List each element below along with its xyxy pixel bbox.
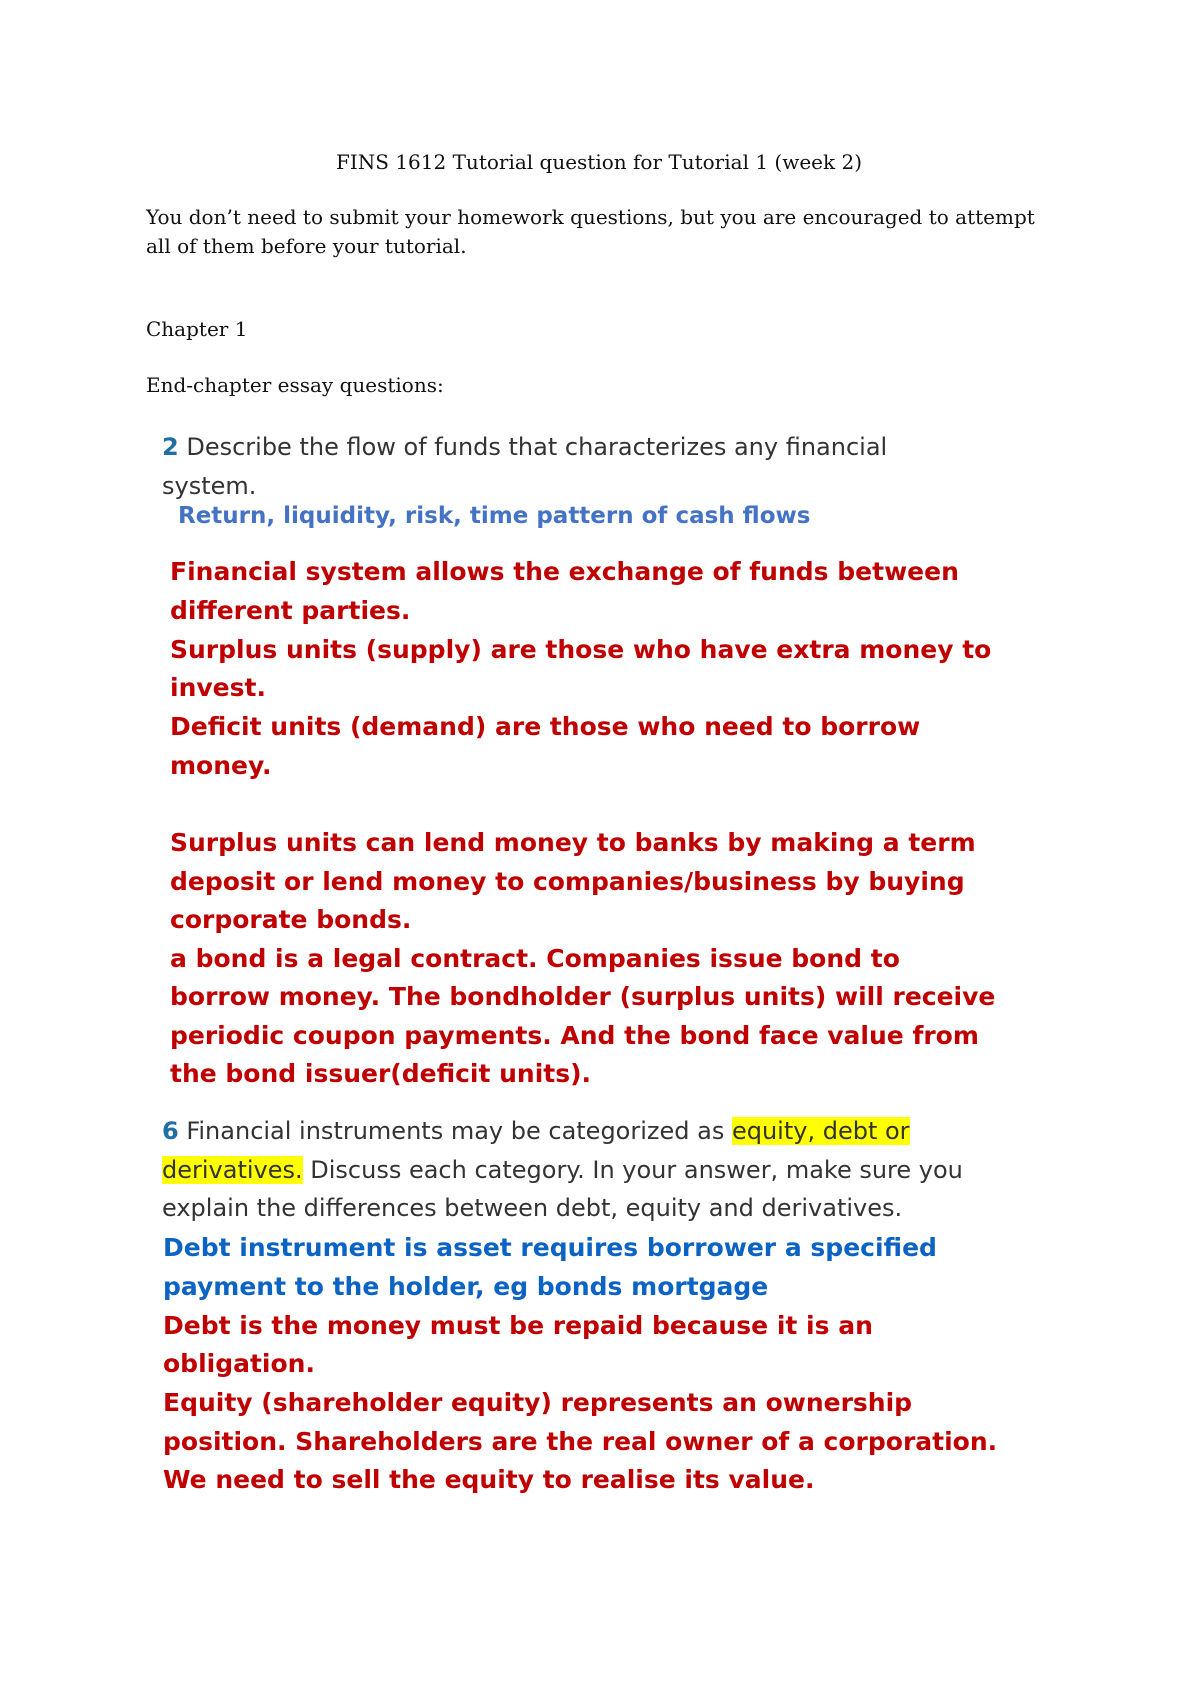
q2-answer-line: borrow money. The bondholder (surplus units) will receive [170, 982, 996, 1011]
q2-answer-line: a bond is a legal contract. Companies issue bond to [170, 944, 900, 973]
q2-answer-line: Financial system allows the exchange of funds between [170, 557, 959, 586]
q2-answer-line: different parties. [170, 596, 411, 625]
q2-answer-line: Deficit units (demand) are those who need to borrow [170, 712, 921, 741]
question-6-number: 6 [162, 1117, 179, 1145]
highlighted-text: derivatives. [162, 1156, 303, 1184]
question-2-hint: Return, liquidity, risk, time pattern of cash flows [178, 503, 811, 529]
question-6-text: Financial instruments may be categorized as [178, 1117, 732, 1145]
q2-answer-line: Surplus units (supply) are those who have extra money to [170, 635, 992, 664]
question-2-line-2: system. [162, 472, 257, 500]
question-2-number: 2 [162, 433, 179, 461]
q6-red-answer-line: obligation. [163, 1349, 315, 1378]
q6-red-answer-line: We need to sell the equity to realise its value. [163, 1465, 815, 1494]
q6-red-answer-line: Debt is the money must be repaid because it is an [163, 1311, 873, 1340]
page-title: FINS 1612 Tutorial question for Tutorial 1 (week 2) [336, 150, 862, 174]
q2-answer-line: periodic coupon payments. And the bond face value from [170, 1021, 979, 1050]
q6-blue-answer-line: payment to the holder, eg bonds mortgage [163, 1272, 769, 1301]
highlighted-text: equity, debt or [731, 1117, 910, 1145]
q6-red-answer-line: Equity (shareholder equity) represents an ownership [163, 1388, 913, 1417]
section-heading: End-chapter essay questions: [146, 373, 444, 397]
q2-answer-line: invest. [170, 673, 266, 702]
question-6-line-1 [162, 1117, 910, 1145]
q6-blue-answer-line: Debt instrument is asset requires borrower a specified [163, 1233, 937, 1262]
intro-text-line-2: all of them before your tutorial. [146, 234, 467, 258]
question-6-line-2 [162, 1156, 963, 1184]
q2-answer-line: corporate bonds. [170, 905, 412, 934]
question-6-text: Discuss each category. In your answer, make sure you [302, 1156, 963, 1184]
q2-answer-line: money. [170, 751, 272, 780]
q6-red-answer-line: position. Shareholders are the real owner of a corporation. [163, 1427, 998, 1456]
question-6-line-3: explain the differences between debt, equity and derivatives. [162, 1194, 903, 1222]
question-2-line-1 [162, 433, 887, 461]
question-2-text: Describe the flow of funds that characterizes any financial [178, 433, 888, 461]
q2-answer-line: the bond issuer(deficit units). [170, 1059, 592, 1088]
q2-answer-line: deposit or lend money to companies/business by buying [170, 867, 965, 896]
chapter-heading: Chapter 1 [146, 317, 248, 341]
intro-text-line-1: You don’t need to submit your homework questions, but you are encouraged to attempt [146, 205, 1035, 229]
q2-answer-line: Surplus units can lend money to banks by making a term [170, 828, 976, 857]
